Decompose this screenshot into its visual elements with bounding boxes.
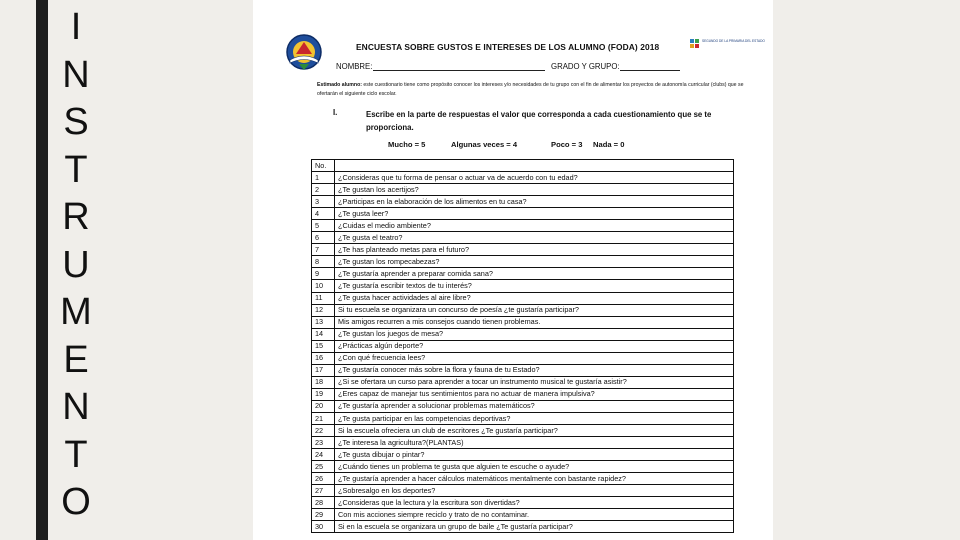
question-text: ¿Eres capaz de manejar tus sentimientos para no actuar de manera impulsiva? bbox=[335, 388, 734, 400]
left-accent-bar bbox=[36, 0, 48, 540]
scale-poco: Poco = 3 bbox=[551, 140, 583, 149]
vertical-title-letter: I bbox=[70, 6, 82, 48]
scale-nada: Nada = 0 bbox=[593, 140, 625, 149]
question-number: 30 bbox=[312, 521, 335, 533]
question-text: ¿Te gusta dibujar o pintar? bbox=[335, 449, 734, 461]
table-row bbox=[312, 461, 734, 473]
table-row bbox=[312, 244, 734, 256]
table-row bbox=[312, 328, 734, 340]
question-text: ¿Te gustan los acertijos? bbox=[335, 184, 734, 196]
question-number: 10 bbox=[312, 280, 335, 292]
question-number: 6 bbox=[312, 232, 335, 244]
question-number: 20 bbox=[312, 400, 335, 412]
vertical-title-letter: O bbox=[61, 481, 91, 523]
state-education-logo bbox=[690, 38, 765, 52]
table-row bbox=[312, 388, 734, 400]
table-row bbox=[312, 509, 734, 521]
question-text: ¿Te gustan los juegos de mesa? bbox=[335, 328, 734, 340]
table-row bbox=[312, 449, 734, 461]
table-row bbox=[312, 316, 734, 328]
question-number: 16 bbox=[312, 352, 335, 364]
questions-table bbox=[311, 159, 734, 533]
logo-caption: SEGUNDO DE LA PRIMARIA DEL ESTADO bbox=[702, 39, 765, 43]
table-row bbox=[312, 485, 734, 497]
question-text: ¿Te has planteado metas para el futuro? bbox=[335, 244, 734, 256]
vertical-title bbox=[54, 4, 98, 527]
question-text: ¿Te gustaría aprender a hacer cálculos matemáticos mentalmente con bastante rapidez? bbox=[335, 473, 734, 485]
question-text: ¿Con qué frecuencia lees? bbox=[335, 352, 734, 364]
table-row bbox=[312, 340, 734, 352]
table-row bbox=[312, 220, 734, 232]
question-text: ¿Te interesa la agricultura?(PLANTAS) bbox=[335, 437, 734, 449]
question-text: Si tu escuela se organizara un concurso de poesía ¿te gustaría participar? bbox=[335, 304, 734, 316]
scale-algunas-veces: Algunas veces = 4 bbox=[451, 140, 518, 149]
scale-mucho: Mucho = 5 bbox=[388, 140, 426, 149]
question-text: ¿Cuidas el medio ambiente? bbox=[335, 220, 734, 232]
question-number: 18 bbox=[312, 376, 335, 388]
header-question bbox=[335, 160, 734, 172]
question-text: ¿Te gustaría escribir textos de tu interés? bbox=[335, 280, 734, 292]
vertical-title-letter: T bbox=[64, 148, 88, 191]
table-row bbox=[312, 208, 734, 220]
question-text: Con mis acciones siempre reciclo y trato de no contaminar. bbox=[335, 509, 734, 521]
intro-greeting: Estimado alumno: bbox=[317, 82, 362, 88]
question-number: 4 bbox=[312, 208, 335, 220]
table-row bbox=[312, 497, 734, 509]
vertical-title-letter: E bbox=[63, 338, 89, 381]
table-row bbox=[312, 292, 734, 304]
question-number: 24 bbox=[312, 449, 335, 461]
question-text: ¿Te gusta el teatro? bbox=[335, 232, 734, 244]
question-number: 12 bbox=[312, 304, 335, 316]
name-blank-line[interactable] bbox=[373, 70, 545, 71]
question-number: 21 bbox=[312, 412, 335, 424]
question-text: ¿Si se ofertara un curso para aprender a tocar un instrumento musical te gustaría asistir? bbox=[335, 376, 734, 388]
question-number: 9 bbox=[312, 268, 335, 280]
rating-scale bbox=[388, 140, 688, 152]
question-number: 23 bbox=[312, 437, 335, 449]
question-text: ¿Consideras que tu forma de pensar o actuar va de acuerdo con tu edad? bbox=[335, 172, 734, 184]
vertical-title-letter: N bbox=[62, 386, 90, 428]
table-row bbox=[312, 352, 734, 364]
table-row bbox=[312, 232, 734, 244]
question-number: 1 bbox=[312, 172, 335, 184]
question-number: 13 bbox=[312, 316, 335, 328]
table-row bbox=[312, 521, 734, 533]
vertical-title-letter: T bbox=[64, 433, 88, 476]
table-row bbox=[312, 364, 734, 376]
question-text: ¿Te gusta leer? bbox=[335, 208, 734, 220]
table-row bbox=[312, 437, 734, 449]
question-number: 14 bbox=[312, 328, 335, 340]
question-number: 11 bbox=[312, 292, 335, 304]
question-text: ¿Te gustaría aprender a preparar comida sana? bbox=[335, 268, 734, 280]
question-text: Mis amigos recurren a mis consejos cuando tienen problemas. bbox=[335, 316, 734, 328]
question-number: 28 bbox=[312, 497, 335, 509]
question-number: 29 bbox=[312, 509, 335, 521]
table-row bbox=[312, 412, 734, 424]
vertical-title-letter: N bbox=[62, 53, 90, 96]
vertical-title-letter: U bbox=[62, 243, 90, 286]
question-text: ¿Te gusta hacer actividades al aire libre? bbox=[335, 292, 734, 304]
table-row bbox=[312, 280, 734, 292]
question-text: ¿Cuándo tienes un problema te gusta que alguien te escuche o ayude? bbox=[335, 461, 734, 473]
question-number: 5 bbox=[312, 220, 335, 232]
question-text: ¿Te gusta participar en las competencias deportivas? bbox=[335, 412, 734, 424]
table-row bbox=[312, 304, 734, 316]
vertical-title-letter: S bbox=[63, 101, 89, 143]
table-row bbox=[312, 473, 734, 485]
grade-group-label: GRADO Y GRUPO: bbox=[551, 62, 620, 71]
question-number: 15 bbox=[312, 340, 335, 352]
question-text: ¿Participas en la elaboración de los alimentos en tu casa? bbox=[335, 196, 734, 208]
question-number: 25 bbox=[312, 461, 335, 473]
question-text: ¿Sobresalgo en los deportes? bbox=[335, 485, 734, 497]
table-row bbox=[312, 256, 734, 268]
name-label: NOMBRE: bbox=[336, 62, 373, 71]
document-title: ENCUESTA SOBRE GUSTOS E INTERESES DE LOS ALUMNO (FODA) 2018 bbox=[356, 42, 660, 52]
question-number: 17 bbox=[312, 364, 335, 376]
question-number: 26 bbox=[312, 473, 335, 485]
grade-group-blank-line[interactable] bbox=[620, 70, 680, 71]
question-number: 19 bbox=[312, 388, 335, 400]
question-number: 3 bbox=[312, 196, 335, 208]
question-text: ¿Consideras que la lectura y la escritura son divertidas? bbox=[335, 497, 734, 509]
table-row bbox=[312, 184, 734, 196]
table-header-row bbox=[312, 160, 734, 172]
question-text: ¿Te gustaría conocer más sobre la flora y fauna de tu Estado? bbox=[335, 364, 734, 376]
intro-body: este cuestionario tiene como propósito conocer los intereses y/o necesidades de tu grupo con el fin de alimentar los proyectos de autonomía curricular (clubs) que se ofertarán el siguiente ciclo escolar. bbox=[317, 82, 744, 97]
section-numeral: I. bbox=[333, 108, 338, 117]
question-number: 22 bbox=[312, 425, 335, 437]
table-row bbox=[312, 196, 734, 208]
school-crest-logo bbox=[284, 32, 324, 72]
table-row bbox=[312, 425, 734, 437]
question-text: ¿Te gustan los rompecabezas? bbox=[335, 256, 734, 268]
question-number: 8 bbox=[312, 256, 335, 268]
question-number: 7 bbox=[312, 244, 335, 256]
section-instruction: Escribe en la parte de respuestas el valor que corresponda a cada cuestionamiento que se te proporciona. bbox=[366, 110, 712, 132]
table-row bbox=[312, 172, 734, 184]
table-row bbox=[312, 268, 734, 280]
question-text: Si en la escuela se organizara un grupo de baile ¿Te gustaría participar? bbox=[335, 521, 734, 533]
vertical-title-letter: M bbox=[60, 291, 92, 333]
question-number: 2 bbox=[312, 184, 335, 196]
vertical-title-letter: R bbox=[62, 196, 90, 238]
question-text: Si la escuela ofreciera un club de escritores ¿Te gustaría participar? bbox=[335, 425, 734, 437]
table-row bbox=[312, 376, 734, 388]
table-row bbox=[312, 400, 734, 412]
question-text: ¿Prácticas algún deporte? bbox=[335, 340, 734, 352]
intro-paragraph bbox=[317, 81, 747, 98]
question-text: ¿Te gustaría aprender a solucionar problemas matemáticos? bbox=[335, 400, 734, 412]
question-number: 27 bbox=[312, 485, 335, 497]
header-number: No. bbox=[312, 160, 335, 172]
